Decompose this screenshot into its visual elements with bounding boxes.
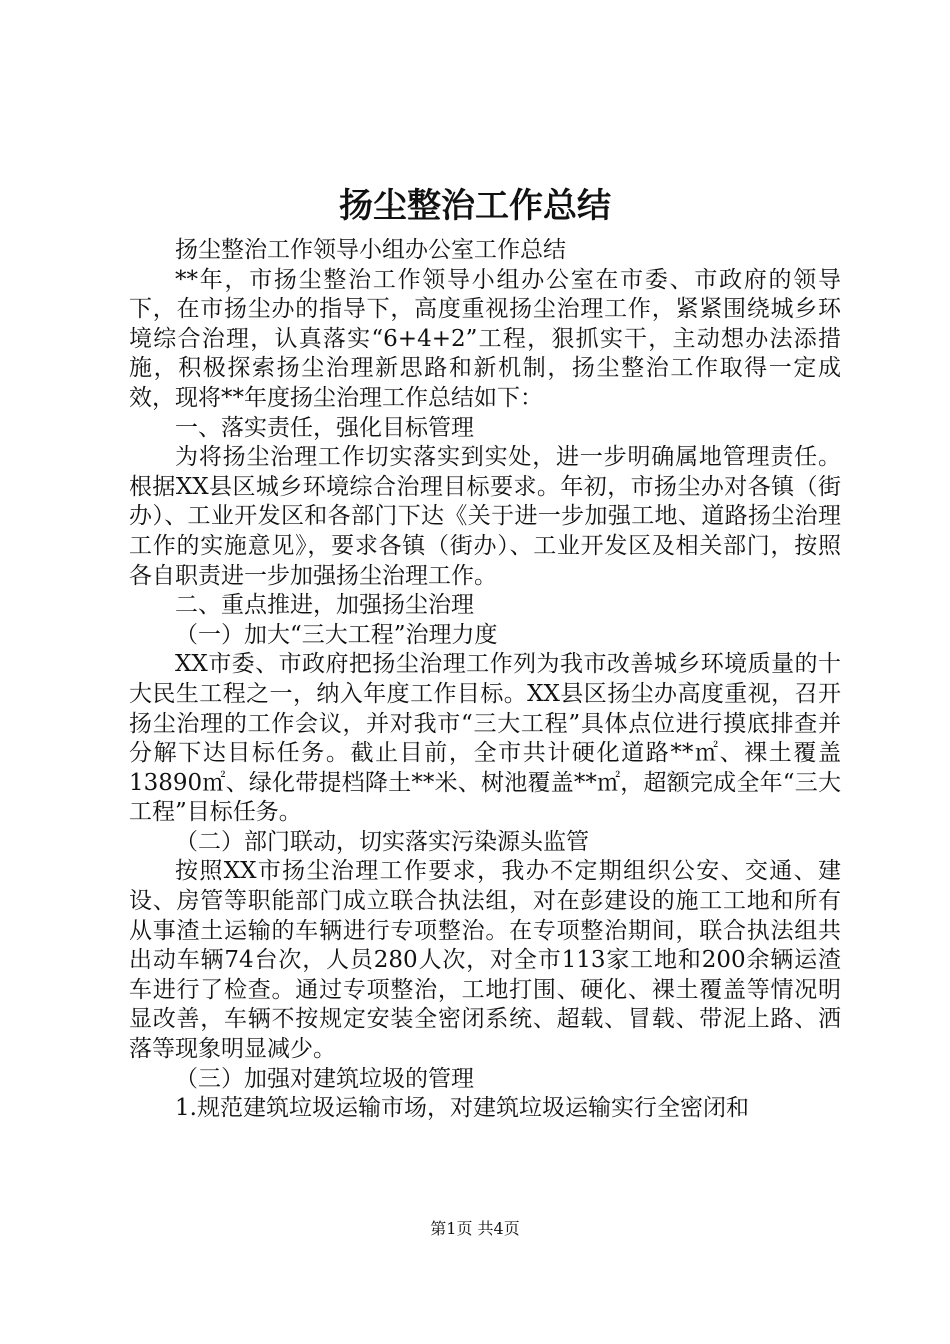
paragraph-subsection-1: XX市委、市政府把扬尘治理工作列为我市改善城乡环境质量的十大民生工程之一，纳入年度工作目标。XX县区扬尘办高度重视，召开扬尘治理的工作会议，并对我市“三大工程”具体点位进行摸底排查并分解下达目标任务。截止目前，全市共计硬化道路**㎡、裸土覆盖13890㎡、绿化带提档降土**米、树池覆盖**㎡，超额完成全年“三大工程”目标任务。 [129, 651, 841, 826]
heading-subsection-2: （二）部门联动，切实落实污染源头监管 [175, 828, 589, 855]
paragraph-intro: **年，市扬尘整治工作领导小组办公室在市委、市政府的领导下，在市扬尘办的指导下，高度重视扬尘治理工作，紧紧围绕城乡环境综合治理，认真落实“6+4+2”工程，狠抓实干，主动想办法添措施，积极探索扬尘治理新思路和新机制，扬尘整治工作取得一定成效，现将**年度扬尘治理工作总结如下： [129, 266, 841, 411]
paragraph-subtitle: 扬尘整治工作领导小组办公室工作总结 [175, 237, 566, 263]
paragraph-subsection-3: 1.规范建筑垃圾运输市场，对建筑垃圾运输实行全密闭和 [175, 1095, 749, 1122]
document-title: 扬尘整治工作总结 [339, 186, 611, 226]
heading-subsection-3: （三）加强对建筑垃圾的管理 [175, 1065, 474, 1092]
paragraph-subsection-2: 按照XX市扬尘治理工作要求，我办不定期组织公安、交通、建设、房管等职能部门成立联合执法组，对在彭建设的施工工地和所有从事渣土运输的车辆进行专项整治。在专项整治期间，联合执法组共出动车辆74台次，人员280人次，对全市113家工地和200余辆运渣车进行了检查。通过专项整治，工地打围、硬化、裸土覆盖等情况明显改善，车辆不按规定安装全密闭系统、超载、冒载、带泥上路、洒落等现象明显减少。 [129, 858, 841, 1063]
paragraph-section-1: 为将扬尘治理工作切实落实到实处，进一步明确属地管理责任。根据XX县区城乡环境综合治理目标要求。年初，市扬尘办对各镇（街办）、工业开发区和各部门下达《关于进一步加强工地、道路扬尘治理工作的实施意见》，要求各镇（街办）、工业开发区及相关部门，按照各自职责进一步加强扬尘治理工作。 [129, 444, 841, 589]
heading-section-2: 二、重点推进，加强扬尘治理 [175, 592, 474, 619]
heading-subsection-1: （一）加大“三大工程”治理力度 [175, 621, 498, 648]
heading-section-1: 一、落实责任，强化目标管理 [175, 414, 474, 441]
document-body [129, 236, 841, 1124]
page-footer: 第1页 共4页 [430, 1219, 520, 1238]
